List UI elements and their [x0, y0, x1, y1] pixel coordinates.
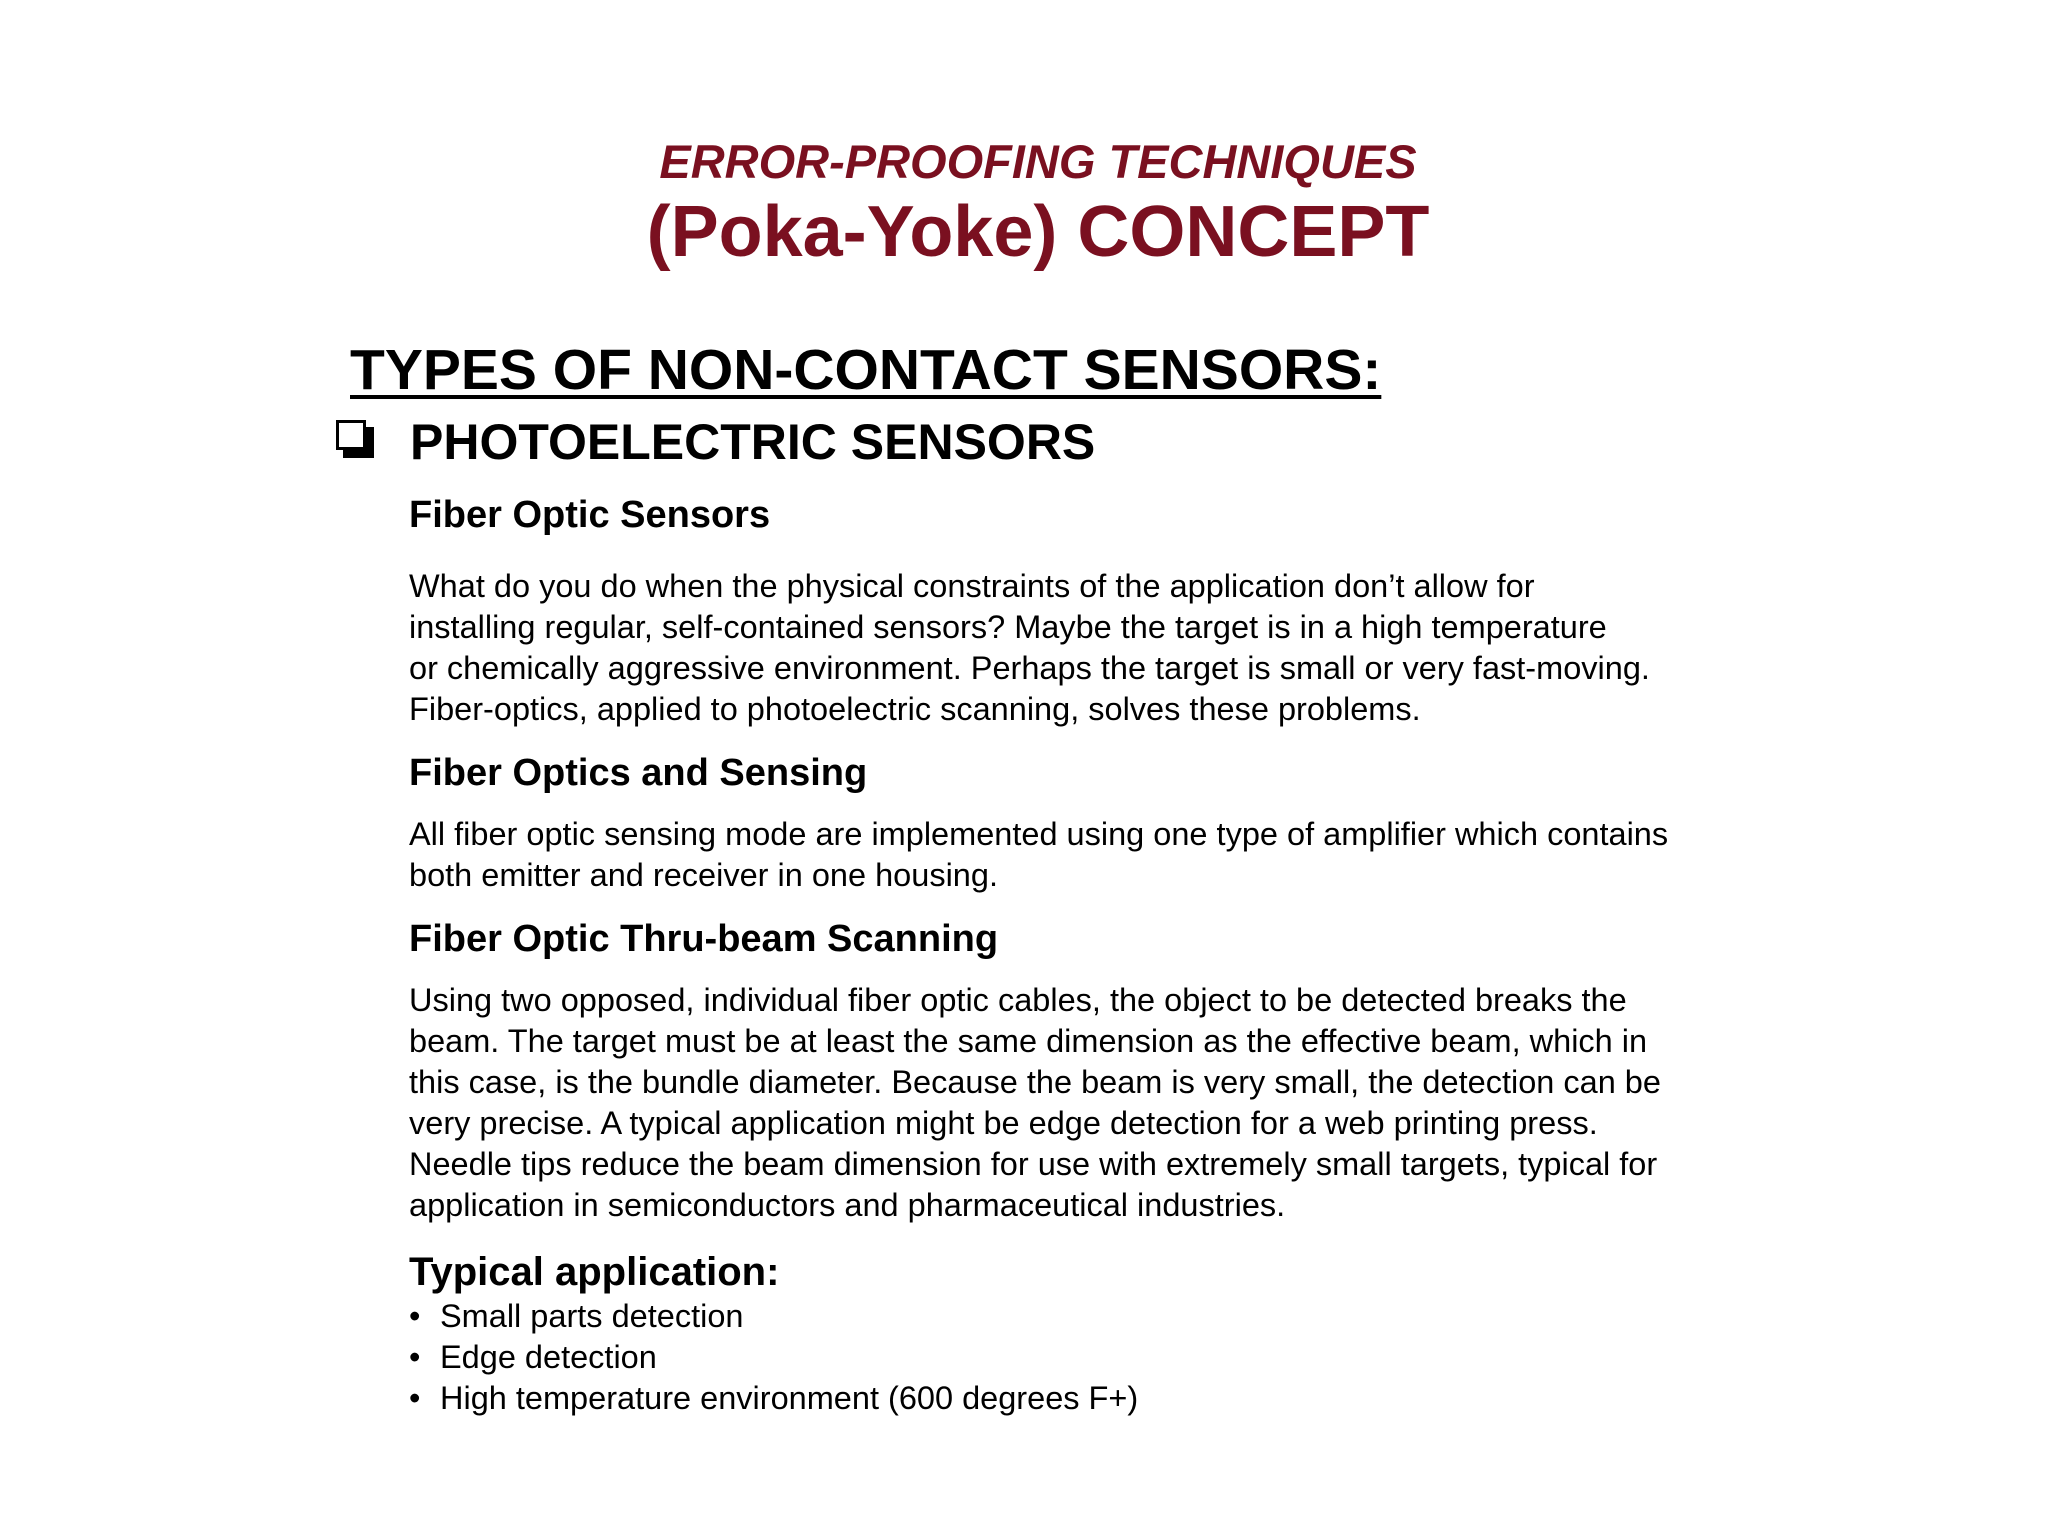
paragraph-line: Needle tips reduce the beam dimension for use with extremely small targets, typical for	[409, 1146, 1658, 1182]
list-item-text: Edge detection	[440, 1339, 657, 1375]
list-item	[409, 1337, 1749, 1378]
typical-application	[409, 1248, 1749, 1419]
bullet-icon: •	[409, 1298, 421, 1334]
content-body	[409, 492, 1749, 1419]
bullet-icon: •	[409, 1339, 421, 1375]
title-line-1: ERROR-PROOFING TECHNIQUES	[659, 135, 1417, 188]
block-fiber-optic-sensors	[409, 492, 1749, 730]
list-item	[409, 1296, 1749, 1337]
paragraph-line: beam. The target must be at least the same dimension as the effective beam, which in	[409, 1023, 1648, 1059]
block-fiber-optics-and-sensing	[409, 750, 1749, 896]
subsection-title: PHOTOELECTRIC SENSORS	[410, 414, 1096, 470]
subsection-header	[336, 412, 1095, 472]
block-heading: Fiber Optics and Sensing	[409, 752, 868, 794]
paragraph-line: installing regular, self-contained sensors? Maybe the target is in a high temperature	[409, 609, 1607, 645]
paragraph-line: very precise. A typical application might be edge detection for a web printing press.	[409, 1105, 1598, 1141]
typical-application-list	[409, 1296, 1749, 1419]
list-item	[409, 1378, 1749, 1419]
paragraph-line: both emitter and receiver in one housing.	[409, 857, 998, 893]
block-heading: Fiber Optic Sensors	[409, 494, 771, 536]
list-item-text: Small parts detection	[440, 1298, 744, 1334]
paragraph-line: or chemically aggressive environment. Perhaps the target is small or very fast-moving.	[409, 650, 1650, 686]
typical-application-heading: Typical application:	[409, 1250, 780, 1294]
paragraph-line: All fiber optic sensing mode are implemented using one type of amplifier which contains	[409, 816, 1669, 852]
section-heading: TYPES OF NON-CONTACT SENSORS:	[350, 338, 1382, 402]
paragraph-line: What do you do when the physical constraints of the application don’t allow for	[409, 568, 1535, 604]
paragraph-line: this case, is the bundle diameter. Because the beam is very small, the detection can be	[409, 1064, 1661, 1100]
paragraph-line: Fiber-optics, applied to photoelectric scanning, solves these problems.	[409, 691, 1421, 727]
bullet-icon: •	[409, 1380, 421, 1416]
checkbox-shadow-icon	[336, 420, 376, 464]
block-fiber-optic-thru-beam-scanning	[409, 916, 1749, 1226]
list-item-text: High temperature environment (600 degrees F+)	[440, 1380, 1139, 1416]
title-line-2: (Poka-Yoke) CONCEPT	[646, 192, 1430, 272]
block-heading: Fiber Optic Thru-beam Scanning	[409, 918, 999, 960]
paragraph-line: application in semiconductors and pharmaceutical industries.	[409, 1187, 1286, 1223]
paragraph-line: Using two opposed, individual fiber optic cables, the object to be detected breaks the	[409, 982, 1627, 1018]
